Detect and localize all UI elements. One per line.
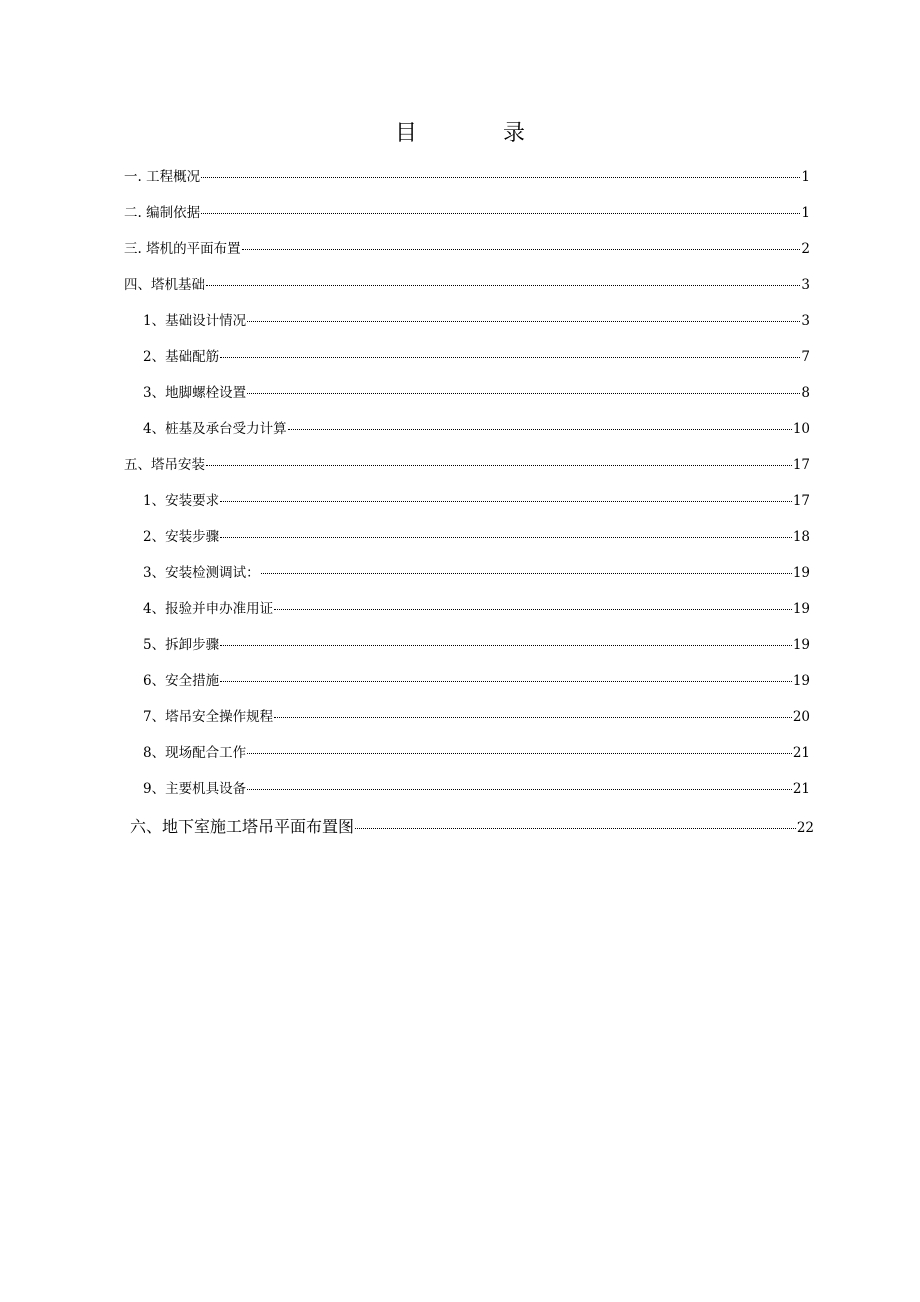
toc-entry[interactable] — [143, 743, 810, 763]
toc-entry-label: 6、安全措施 — [143, 673, 220, 689]
toc-entry[interactable] — [124, 167, 810, 187]
toc-dot-leader — [274, 716, 792, 718]
toc-entry-page: 8 — [801, 385, 810, 401]
toc-entry-label: 3、地脚螺栓设置 — [143, 385, 247, 401]
toc-dot-leader — [206, 284, 800, 286]
toc-dot-leader — [355, 827, 796, 829]
toc-dot-leader — [220, 500, 792, 502]
toc-entry-label: 5、拆卸步骤 — [143, 637, 220, 653]
toc-entry-label: 2、安装步骤 — [143, 529, 220, 545]
toc-entry-page: 19 — [792, 673, 810, 689]
toc-dot-leader — [288, 428, 792, 430]
toc-entry-page: 3 — [801, 313, 810, 329]
toc-dot-leader — [201, 212, 800, 214]
toc-entry[interactable] — [143, 527, 810, 547]
toc-entry-label: 8、现场配合工作 — [143, 745, 247, 761]
toc-entry-label: 1、基础设计情况 — [143, 313, 247, 329]
toc-entry[interactable] — [124, 239, 810, 259]
toc-entry-label: 3、安装检测调试： — [143, 565, 260, 581]
toc-entry-label: 4、桩基及承台受力计算 — [143, 421, 287, 437]
toc-entry-page: 3 — [801, 277, 810, 293]
toc-entry-label: 二. 编制依据 — [124, 205, 201, 221]
toc-entry-label: 9、主要机具设备 — [143, 781, 247, 797]
toc-entry-label: 一. 工程概况 — [124, 169, 201, 185]
toc-entry[interactable] — [143, 779, 810, 799]
toc-dot-leader — [201, 176, 800, 178]
toc-entry-page: 21 — [792, 745, 810, 761]
toc-entry-label: 1、安装要求 — [143, 493, 220, 509]
toc-entry-label: 三. 塔机的平面布置 — [124, 241, 241, 257]
toc-entry-page: 7 — [801, 349, 810, 365]
toc-dot-leader — [220, 356, 800, 358]
toc-entry-page: 2 — [801, 241, 810, 257]
toc-entry[interactable] — [143, 671, 810, 691]
toc-dot-leader — [247, 320, 800, 322]
toc-entry[interactable] — [124, 203, 810, 223]
toc-entry-page: 19 — [792, 565, 810, 581]
toc-dot-leader — [247, 788, 792, 790]
toc-entry-page: 21 — [792, 781, 810, 797]
toc-entry-label: 7、塔吊安全操作规程 — [143, 709, 274, 725]
toc-dot-leader — [261, 572, 792, 574]
toc-entry-page: 18 — [792, 529, 810, 545]
toc-entry[interactable] — [143, 383, 810, 403]
toc-entry[interactable] — [143, 707, 810, 727]
toc-entry-label: 四、塔机基础 — [124, 277, 205, 293]
toc-entry-page: 19 — [792, 601, 810, 617]
toc-entry-page: 17 — [792, 493, 810, 509]
toc-entry-page: 1 — [801, 205, 810, 221]
toc-entry[interactable] — [143, 635, 810, 655]
toc-entry-page: 10 — [792, 421, 810, 437]
toc-entry-page: 19 — [792, 637, 810, 653]
toc-dot-leader — [247, 752, 792, 754]
toc-entry-page: 20 — [792, 709, 810, 725]
toc-entry-label: 五、塔吊安装 — [124, 457, 205, 473]
toc-entry-page: 17 — [792, 457, 810, 473]
toc-entry[interactable] — [143, 599, 810, 619]
toc-entry-label: 4、报验并申办准用证 — [143, 601, 274, 617]
toc-dot-leader — [220, 644, 792, 646]
toc-title: 目 录 — [394, 121, 557, 146]
toc-entry[interactable] — [143, 347, 810, 367]
toc-entry[interactable] — [143, 491, 810, 511]
toc-entry-label: 六、地下室施工塔吊平面布置图 — [130, 817, 355, 836]
toc-entry-page: 22 — [796, 820, 814, 836]
toc-entry[interactable] — [143, 563, 810, 583]
toc-dot-leader — [274, 608, 792, 610]
toc-entry[interactable] — [124, 455, 810, 475]
toc-entry-page: 1 — [801, 169, 810, 185]
toc-entry[interactable] — [143, 311, 810, 331]
toc-entry[interactable] — [124, 275, 810, 295]
toc-dot-leader — [220, 536, 792, 538]
toc-entry[interactable] — [143, 419, 810, 439]
toc-entry-label: 2、基础配筋 — [143, 349, 220, 365]
toc-dot-leader — [220, 680, 792, 682]
toc-dot-leader — [206, 464, 792, 466]
toc-dot-leader — [247, 392, 800, 394]
toc-dot-leader — [242, 248, 801, 250]
toc-entry[interactable] — [130, 816, 814, 839]
